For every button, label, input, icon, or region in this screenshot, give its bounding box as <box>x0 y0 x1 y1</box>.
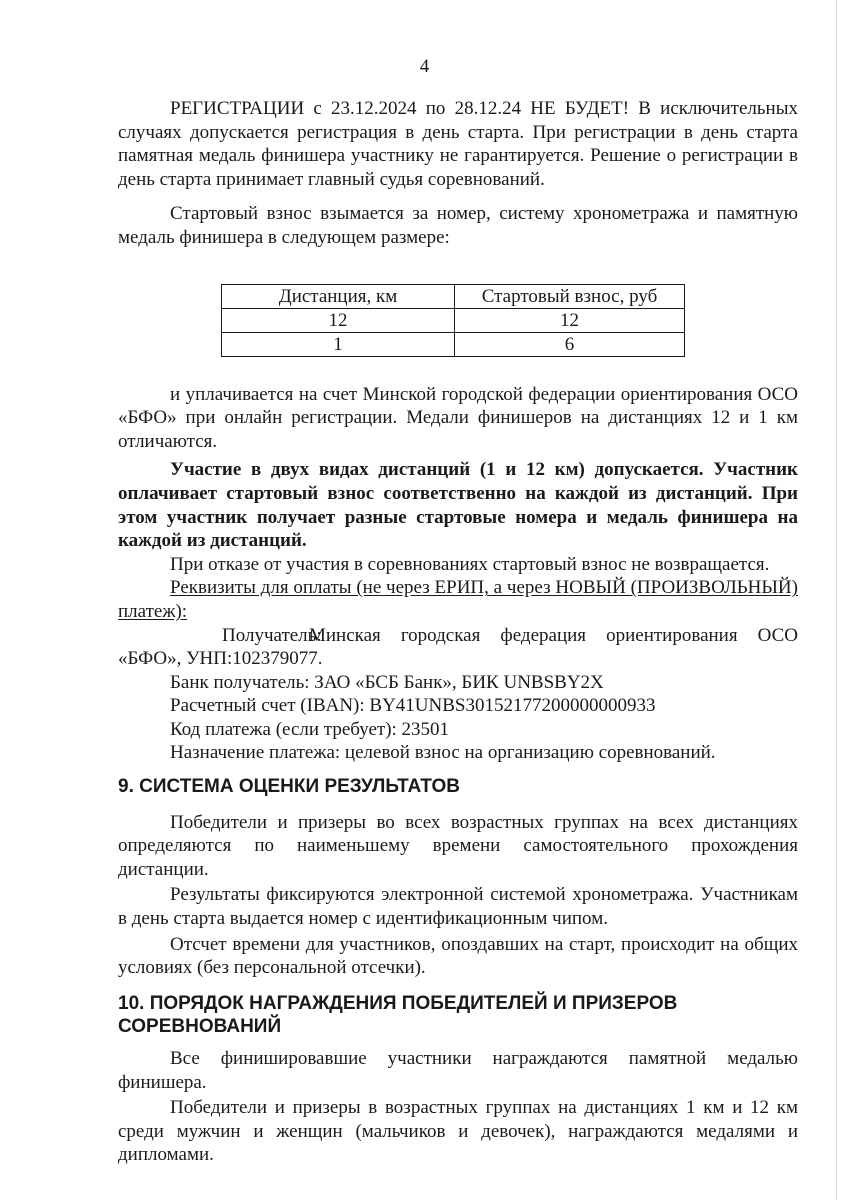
section-9-paragraph: Победители и призеры во всех возрастных группах на всех дистанциях определяются по наименьшему времени самостоятельного прохождения дистанции. <box>118 811 798 880</box>
section-10-paragraph: Победители и призеры в возрастных группах на дистанциях 1 км и 12 км среди мужчин и женщин (мальчиков и девочек), награждаются медалями и дипломами. <box>118 1097 798 1166</box>
fee-table-header-row <box>222 284 685 308</box>
fee-table-cell: 1 <box>222 332 455 356</box>
refund-paragraph: При отказе от участия в соревнованиях стартовый взнос не возвращается. <box>170 553 770 575</box>
section-9-title: 9. СИСТЕМА ОЦЕНКИ РЕЗУЛЬТАТОВ <box>118 776 460 798</box>
page-number: 4 <box>419 56 430 77</box>
fee-table-header: Стартовый взнос, руб <box>455 284 685 308</box>
document-body <box>118 97 798 1167</box>
requisites-heading: Реквизиты для оплаты (не через ЕРИП, а через НОВЫЙ (ПРОИЗВОЛЬНЫЙ) платеж): <box>118 577 798 622</box>
section-9-paragraph: Отсчет времени для участников, опоздавших на старт, происходит на общих условиях (без персональной отсечки). <box>118 933 798 979</box>
section-9-paragraph: Результаты фиксируются электронной системой хронометража. Участникам в день старта выдается номер с идентификационным чипом. <box>118 884 798 930</box>
fee-table <box>221 284 685 357</box>
requisites-bank: Банк получатель: ЗАО «БСБ Банк», БИК UNBSBY2X <box>170 671 604 693</box>
page-edge <box>836 0 837 1200</box>
dual-distance-paragraph: Участие в двух видах дистанций (1 и 12 км) допускается. Участник оплачивает стартовый взнос соответственно на каждой из дистанций. При этом участник получает разные стартовые номера и медаль финишера на каждой из дистанций. <box>118 459 798 552</box>
requisites-recipient <box>118 624 798 671</box>
recipient-value: Минская городская федерация ориентирования ОСО «БФО», УНП:102379077. <box>118 624 798 670</box>
section-10-paragraph: Все финишировавшие участники награждаются памятной медалью финишера. <box>118 1048 798 1093</box>
payment-paragraph: и уплачивается на счет Минской городской федерации ориентирования ОСО «БФО» при онлайн регистрации. Медали финишеров на дистанциях 12 и 1 км отличаются. <box>118 383 798 452</box>
requisites-account: Расчетный счет (IBAN): BY41UNBS30152177200000000933 <box>170 695 656 717</box>
requisites-code: Код платежа (если требует): 23501 <box>170 718 450 740</box>
fee-table-cell: 12 <box>455 308 685 332</box>
section-10-title: 10. ПОРЯДОК НАГРАЖДЕНИЯ ПОБЕДИТЕЛЕЙ И ПРИЗЕРОВ СОРЕВНОВАНИЙ <box>118 992 678 1038</box>
fee-table-row <box>222 308 685 332</box>
fee-table-cell: 12 <box>222 308 455 332</box>
fee-table-cell: 6 <box>455 332 685 356</box>
requisites-purpose: Назначение платежа: целевой взнос на организацию соревнований. <box>170 742 716 764</box>
fee-table-row <box>222 332 685 356</box>
fee-intro-paragraph: Стартовый взнос взымается за номер, систему хронометража и памятную медаль финишера в следующем размере: <box>118 203 798 248</box>
fee-table-header: Дистанция, км <box>222 284 455 308</box>
recipient-label: Получатель: <box>222 624 322 646</box>
registration-paragraph: РЕГИСТРАЦИИ с 23.12.2024 по 28.12.24 НЕ БУДЕТ! В исключительных случаях допускается регистрация в день старта. При регистрации в день старта памятная медаль финишера участнику не гарантируется. Решение о регистрации в день старта принимает главный судья соревнований. <box>118 98 798 190</box>
